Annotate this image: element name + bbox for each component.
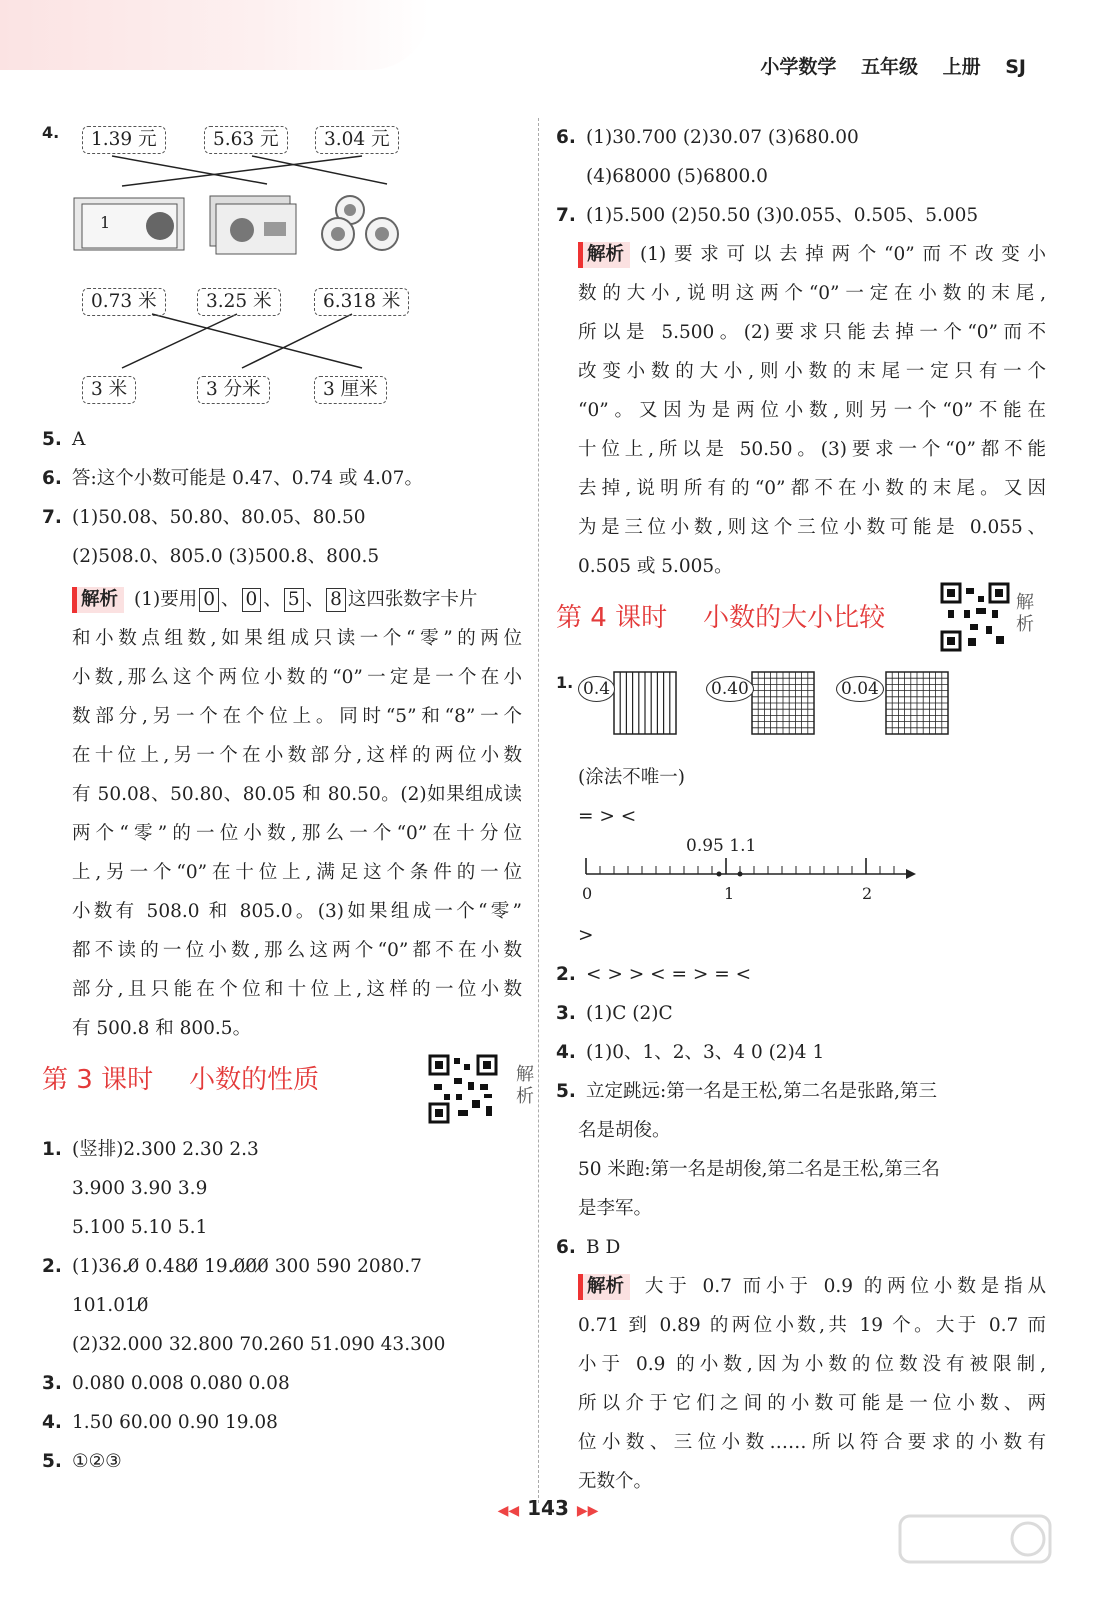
analysis-first-line: 解析 大于 0.7 而小于 0.9 的两位小数是指从 [578,1267,1046,1306]
analysis-line: 十位上,所以是 50.50。(3)要求一个“0”都不能 [578,439,1046,460]
digit-card: 8 [326,588,346,612]
header-grade: 五年级 [860,56,918,78]
prev-arrows-icon: ◀◀ [497,1503,520,1519]
money-match-lines [42,118,522,418]
digit-card: 0 [242,588,262,612]
analysis-line: 改变小数的大小,则小数的末尾一定只有一个 [578,361,1046,382]
analysis-line: 在十位上,另一个在小数部分,这样的两位小数 [72,745,522,766]
length-bottom-1: 3 米 [82,376,136,404]
analysis-block [42,580,522,1048]
answer-line: 1. (竖排)2.300 2.30 2.3 [42,1139,259,1160]
analysis-line: 都不读的一位小数,那么这两个“0”都不在小数 [72,940,522,961]
lesson-number: 第 3 课时 [42,1065,154,1095]
header-volume: 上册 [942,56,981,78]
number-line-tick-2: 2 [862,884,873,903]
analysis-line: 所以是 5.500。(2)要求只能去掉一个“0”而不 [578,322,1046,343]
qr-caption: 解析 [1016,592,1034,635]
number-line-marks: 0.95 1.1 [686,836,757,856]
number-line-point [738,872,743,877]
s4-q1: 1. 0.4 0.40 0.04 [556,668,1046,758]
svg-text:1: 1 [100,213,111,232]
analysis-line: 有 500.8 和 800.5。 [72,1018,252,1039]
answer-line: = > < [578,806,637,827]
page-header [742,52,1026,79]
answer-line: 7. (1)50.08、50.80、80.05、80.50 [42,507,366,528]
length-bottom-2: 3 分米 [197,376,270,404]
lesson-name: 小数的大小比较 [703,603,886,633]
page-number: 143 [527,1496,569,1520]
analysis-line: “0”。又因为是两位小数,则另一个“0”不能在 [578,400,1046,421]
analysis-first-line: 解析 (1)要用 0 、 0 、 5 、 8 这四张数字卡片 [72,580,522,619]
right-column [556,118,1046,1501]
analysis-first-line: 解析 (1)要求可以去掉两个“0”而不改变小 [578,235,1046,274]
grid-label-3: 0.04 [836,676,884,702]
length-label-3: 6.318 米 [314,288,409,316]
next-arrows-icon: ▶▶ [576,1503,599,1519]
analysis-line: 位小数、三位小数……所以符合要求的小数有 [578,1432,1046,1453]
money-label-3: 3.04 元 [315,126,399,154]
length-label-2: 3.25 米 [197,288,281,316]
answer-line: 是李军。 [578,1198,653,1219]
header-subject: 小学数学 [760,56,837,78]
answer-line: 2. (1)36.0̸ 0.480̸ 19.0̸0̸0̸ 300 590 2080.7 [42,1256,422,1277]
analysis-line: 去掉,说明所有的“0”都不在小数的末尾。又因 [578,478,1046,499]
number-line-tick-1: 1 [724,884,735,903]
analysis-line: 无数个。 [578,1471,653,1492]
q4-number: 4. [42,123,60,142]
number-line-axis [578,836,918,916]
corner-decoration [0,0,430,70]
analysis-line: 和小数点组数,如果组成只读一个“零”的两位 [72,628,522,649]
answer-line: 3. (1)C (2)C [556,1003,673,1024]
answer-line: 4. (1)0、1、2、3、4 0 (2)4 1 [556,1042,825,1063]
analysis-line: 0.505 或 5.005。 [578,556,733,577]
answer-line: 6. (1)30.700 (2)30.07 (3)680.00 [556,127,859,148]
analysis-tag: 解析 [578,1274,630,1300]
banknote-stack-icon [210,196,296,254]
section-title-4 [556,592,1046,668]
answer-line: 3.900 3.90 3.9 [72,1178,208,1199]
coin-icon [322,196,398,250]
analysis-line: 有 50.08、50.80、80.05 和 80.50。(2)如果组成读 [72,784,522,805]
length-bottom-3: 3 厘米 [314,376,387,404]
answer-line: (涂法不唯一) [578,767,685,788]
analysis-line: 为是三位小数,则这个三位小数可能是 0.055、 [578,517,1046,538]
watermark-logo [896,1510,1056,1590]
q4-matching [42,118,522,418]
answer-line: 101.010̸ [72,1295,149,1316]
analysis-line: 部分,且只能在个位和十位上,这样的一位小数 [72,979,522,1000]
number-line-point [717,872,722,877]
answer-line: 5. ①②③ [42,1451,122,1472]
analysis-line: 上,另一个“0”在十位上,满足这个条件的一位 [72,862,522,883]
answer-line: 3. 0.080 0.008 0.080 0.08 [42,1373,290,1394]
left-column [42,118,534,1481]
decimal-grids [556,668,1046,758]
answer-line: 名是胡俊。 [578,1120,671,1141]
header-edition: SJ [1005,56,1026,78]
number-line-tick-0: 0 [582,884,593,903]
length-label-1: 0.73 米 [82,288,166,316]
grid-label-2: 0.40 [706,676,754,702]
number-line [578,836,1046,916]
analysis-block [556,235,1046,586]
lesson-name: 小数的性质 [189,1065,320,1095]
money-label-2: 5.63 元 [204,126,288,154]
answer-line: 50 米跑:第一名是胡俊,第二名是王松,第三名 [578,1159,940,1180]
lesson-number: 第 4 课时 [556,603,668,633]
analysis-line: 小于 0.9 的小数,因为小数的位数没有被限制, [578,1354,1046,1375]
answer-line: (2)508.0、805.0 (3)500.8、800.5 [72,546,380,567]
answer-line: 5. 立定跳远:第一名是王松,第二名是张路,第三 [556,1081,937,1102]
answer-line: 7. (1)5.500 (2)50.50 (3)0.055、0.505、5.005 [556,205,979,226]
analysis-line: 0.71 到 0.89 的两位小数,共 19 个。大于 0.7 而 [578,1315,1046,1336]
banknote-icon [74,198,184,250]
column-divider [538,118,539,1503]
money-label-1: 1.39 元 [82,126,166,154]
qr-code-icon[interactable] [428,1054,498,1124]
analysis-tag: 解析 [578,242,630,268]
qr-caption: 解析 [516,1064,534,1107]
analysis-line: 数部分,另一个在个位上。同时“5”和“8”一个 [72,706,522,727]
analysis-tag: 解析 [72,587,124,613]
answer-line: 6. B D [556,1237,621,1258]
analysis-line: 小数,那么这个两位小数的“0”一定是一个在小 [72,667,522,688]
section-title-3 [42,1060,534,1130]
digit-card: 0 [199,588,219,612]
answer-line: 4. 1.50 60.00 0.90 19.08 [42,1412,278,1433]
answer-line: 5. A [42,429,86,450]
answer-line: (2)32.000 32.800 70.260 51.090 43.300 [72,1334,446,1355]
answer-line: 6. 答:这个小数可能是 0.47、0.74 或 4.07。 [42,468,423,489]
qr-code-icon[interactable] [940,582,1010,652]
answer-line: (4)68000 (5)6800.0 [586,166,768,187]
axis-arrow-icon [906,869,916,879]
digit-card: 5 [284,588,304,612]
analysis-line: 数的大小,说明这两个“0”一定在小数的末尾, [578,283,1046,304]
answer-line: > [578,925,594,946]
analysis-line: 两个“零”的一位小数,那么一个“0”在十分位 [72,823,522,844]
grid-label-1: 0.4 [578,676,615,702]
answer-line: 5.100 5.10 5.1 [72,1217,208,1238]
analysis-line: 所以介于它们之间的小数可能是一位小数、两 [578,1393,1046,1414]
analysis-line: 小数有 508.0 和 805.0。(3)如果组成一个“零” [72,901,522,922]
answer-line: 2. < > > < = > = < [556,964,752,985]
analysis-block [556,1267,1046,1501]
